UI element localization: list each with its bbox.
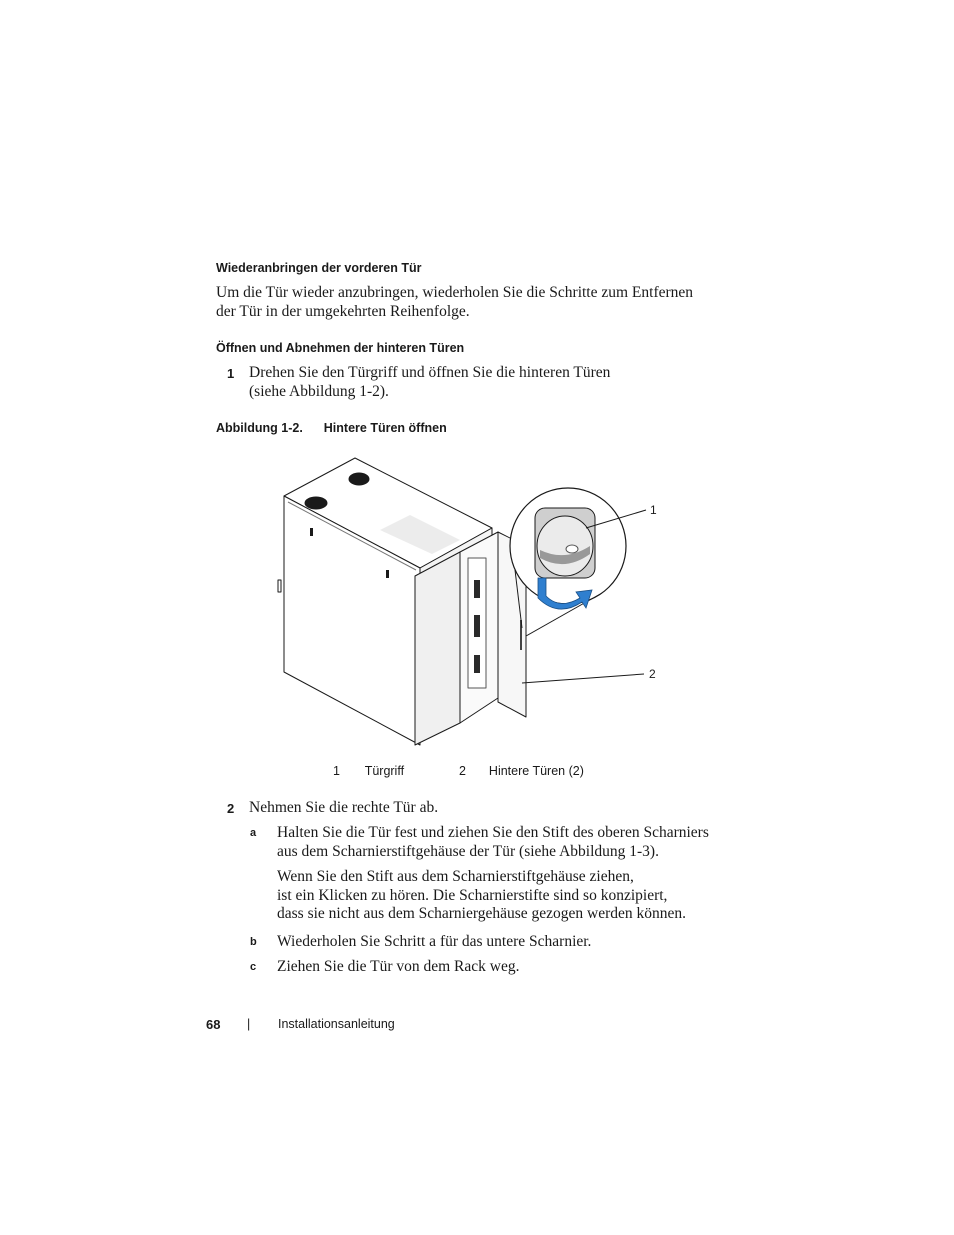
footer-title: Installationsanleitung (278, 1017, 395, 1031)
step-1-text (249, 364, 610, 401)
figure-caption (216, 421, 447, 435)
note-line: dass sie nicht aus dem Scharniergehäuse gezogen werden können. (277, 905, 687, 922)
substep-letter-b: b (250, 936, 257, 948)
section-heading-rear-doors: Öffnen und Abnehmen der hinteren Türen (216, 341, 465, 355)
substep-a-note (277, 868, 686, 924)
rack-rear-doors-illustration (260, 450, 680, 755)
substep-c-text: Ziehen Sie die Tür von dem Rack weg. (277, 958, 520, 975)
figure-title: Hintere Türen öffnen (323, 421, 447, 435)
substep-b-text: Wiederholen Sie Schritt a für das untere Scharnier. (277, 933, 592, 950)
substep-letter-c: c (250, 961, 257, 973)
rear-door-left (415, 552, 460, 745)
cable-port-icon (305, 497, 327, 509)
substep-line: Halten Sie die Tür fest und ziehen Sie den Stift des oberen Scharniers (277, 824, 709, 841)
legend-text: Türgriff (364, 764, 405, 778)
step-number-1: 1 (227, 366, 235, 381)
legend-text: Hintere Türen (2) (488, 764, 584, 778)
step-number-2: 2 (227, 801, 235, 816)
page-number: 68 (206, 1017, 221, 1032)
section-heading-front-door: Wiederanbringen der vorderen Tür (216, 261, 422, 275)
paragraph-line: Um die Tür wieder anzubringen, wiederholen Sie die Schritte zum Entfernen (216, 284, 694, 301)
note-line: ist ein Klicken zu hören. Die Scharnierstifte sind so konzipiert, (277, 886, 668, 904)
legend-number: 2 (459, 764, 466, 778)
step-2-text: Nehmen Sie die rechte Tür ab. (249, 799, 439, 816)
paragraph-line: der Tür in der umgekehrten Reihenfolge. (216, 302, 470, 320)
legend-item-1 (333, 764, 404, 778)
paragraph-front-door (216, 284, 693, 321)
callout-1: 1 (650, 503, 657, 517)
figure-label: Abbildung 1-2. (216, 421, 303, 435)
substep-line: aus dem Scharnierstiftgehäuse der Tür (siehe Abbildung 1-3). (277, 842, 659, 860)
substep-a-text (277, 824, 709, 861)
legend-item-2 (459, 764, 584, 778)
legend-number: 1 (333, 764, 340, 778)
callout-2: 2 (649, 667, 656, 681)
door-handle-icon (537, 516, 593, 576)
step-line: Drehen Sie den Türgriff und öffnen Sie die hinteren Türen (249, 364, 611, 381)
step-line: (siehe Abbildung 1-2). (249, 382, 389, 400)
substep-letter-a: a (250, 827, 257, 839)
cable-port-icon (349, 473, 369, 485)
footer-separator: | (247, 1017, 251, 1031)
note-line: Wenn Sie den Stift aus dem Scharnierstiftgehäuse ziehen, (277, 868, 634, 885)
